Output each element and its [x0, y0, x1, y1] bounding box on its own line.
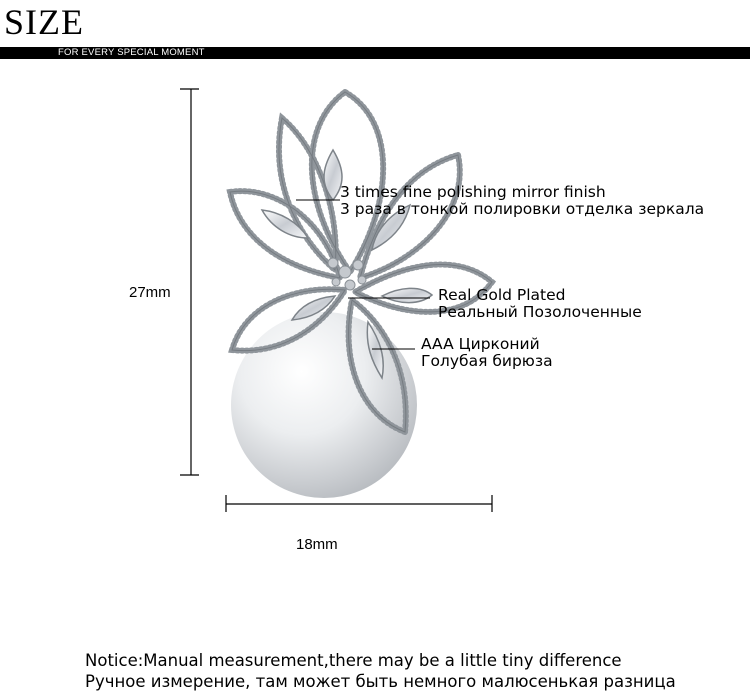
callout-polish-en: 3 times fine polishing mirror finish: [340, 183, 606, 201]
callout-polish: [340, 184, 704, 218]
callout-gold-en: Real Gold Plated: [438, 286, 566, 304]
petal-left: [230, 191, 340, 278]
callout-polish-ru: 3 раза в тонкой полировки отделка зеркала: [340, 200, 705, 218]
header-subtitle: FOR EVERY SPECIAL MOMENT: [58, 47, 205, 58]
page-title: SIZE: [4, 2, 84, 42]
width-label: 18mm: [296, 536, 338, 553]
height-dimension-line: [180, 89, 199, 475]
callout-zircon-line2: Голубая бирюза: [421, 352, 553, 370]
width-dimension-line: [226, 495, 492, 512]
notice: [85, 650, 676, 692]
callout-zircon: [421, 336, 553, 370]
stone-right: [382, 288, 432, 302]
callout-gold: [438, 287, 642, 321]
height-label: 27mm: [129, 284, 171, 301]
notice-en: Notice:Manual measurement,there may be a little tiny difference: [85, 651, 622, 670]
callout-gold-ru: Реальный Позолоченные: [438, 303, 642, 321]
callout-zircon-line1: AAA Цирконий: [421, 335, 540, 353]
notice-ru: Ручное измерение, там может быть немного малюсенькая разница: [85, 672, 676, 691]
